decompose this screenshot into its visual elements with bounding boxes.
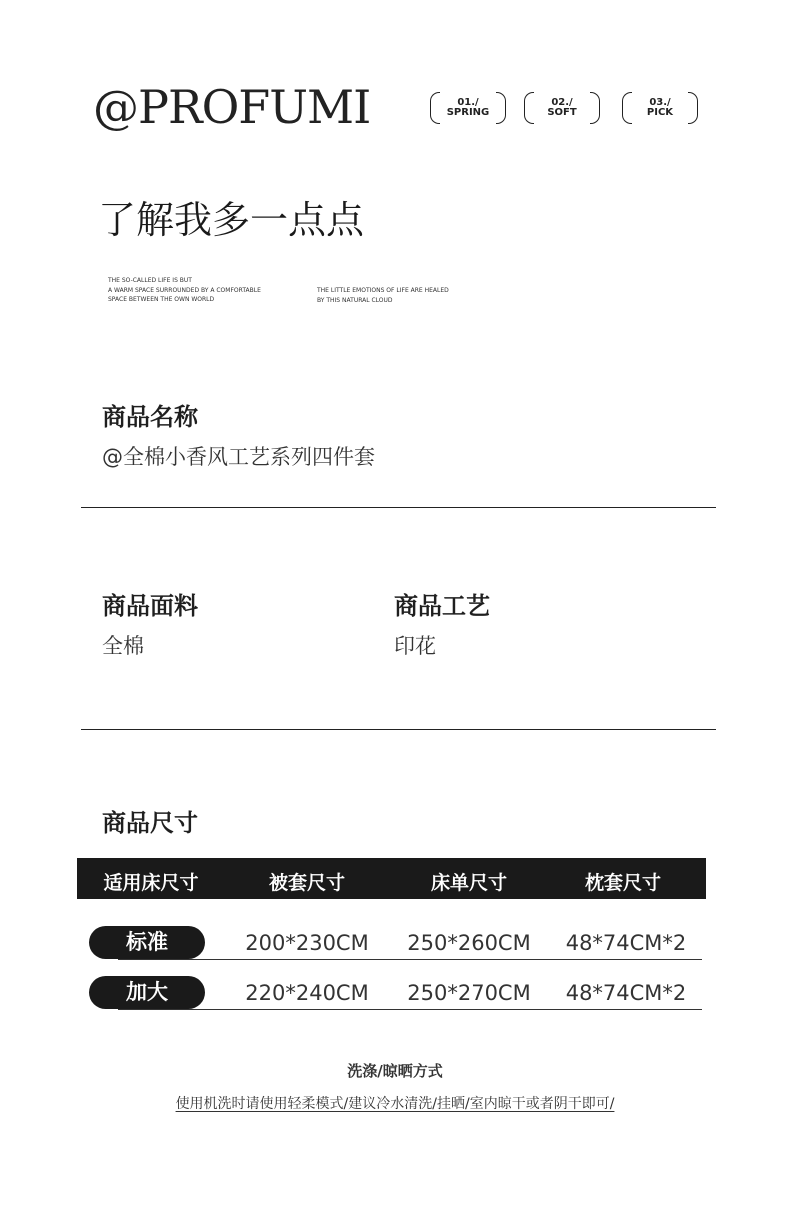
product-name-label: 商品名称 [102, 403, 198, 431]
pillow-size-value: 48*74CM*2 [565, 931, 687, 955]
craft-value: 印花 [394, 634, 436, 658]
tag-word: SOFT [547, 107, 577, 118]
tag-number: 02./ [551, 97, 573, 108]
sheet-size-value: 250*260CM [407, 931, 531, 955]
header-duvet-size: 被套尺寸 [268, 872, 345, 894]
brand-logo: @PROFUMI [93, 80, 371, 134]
row-label-pill [89, 926, 205, 959]
tag-number: 03./ [649, 97, 671, 108]
fabric-value: 全棉 [102, 634, 144, 658]
row-label: 标准 [126, 930, 168, 954]
header-sheet-size: 床单尺寸 [430, 872, 507, 894]
bracket-right-icon [688, 92, 698, 124]
row-label-pill [89, 976, 205, 1009]
header-bed-size: 适用床尺寸 [103, 872, 199, 894]
tag-soft [524, 92, 600, 124]
tagline-line: SPACE BETWEEN THE OWN WORLD [108, 296, 215, 303]
divider [81, 729, 716, 730]
fabric-label: 商品面料 [102, 592, 198, 620]
duvet-size-value: 220*240CM [245, 981, 369, 1005]
tag-word: PICK [646, 107, 674, 118]
tagline-line: THE SO-CALLED LIFE IS BUT [108, 277, 192, 284]
tagline-right [317, 286, 449, 305]
wash-instructions-text: 使用机洗时请使用轻柔模式/建议冷水清洗/挂晒/室内晾干或者阴干即可/ [175, 1096, 615, 1112]
row-label: 加大 [126, 980, 168, 1004]
tag-word: SPRING [446, 107, 490, 118]
duvet-size-value: 200*230CM [245, 931, 369, 955]
row-underline [118, 959, 702, 960]
headline: 了解我多一点点 [98, 198, 365, 242]
product-name-value: @全棉小香风工艺系列四件套 [102, 445, 375, 469]
tagline-line: THE LITTLE EMOTIONS OF LIFE ARE HEALED [317, 287, 449, 294]
row-underline [118, 1009, 702, 1010]
wash-title: 洗涤/晾晒方式 [347, 1062, 443, 1080]
pillow-size-value: 48*74CM*2 [565, 981, 687, 1005]
tagline-left [108, 276, 261, 305]
wash-instructions [0, 1093, 790, 1113]
size-label: 商品尺寸 [102, 809, 198, 837]
divider [81, 507, 716, 508]
header-pillow-size: 枕套尺寸 [584, 872, 661, 894]
sheet-size-value: 250*270CM [407, 981, 531, 1005]
tag-number: 01./ [457, 97, 479, 108]
size-table-header [77, 858, 706, 899]
bracket-right-icon [590, 92, 600, 124]
tag-spring [430, 92, 506, 124]
tag-pick [622, 92, 698, 124]
tagline-line: A WARM SPACE SURROUNDED BY A COMFORTABLE [108, 286, 261, 294]
tagline-line: BY THIS NATURAL CLOUD [317, 296, 393, 304]
bracket-right-icon [496, 92, 506, 124]
craft-label: 商品工艺 [394, 592, 490, 620]
